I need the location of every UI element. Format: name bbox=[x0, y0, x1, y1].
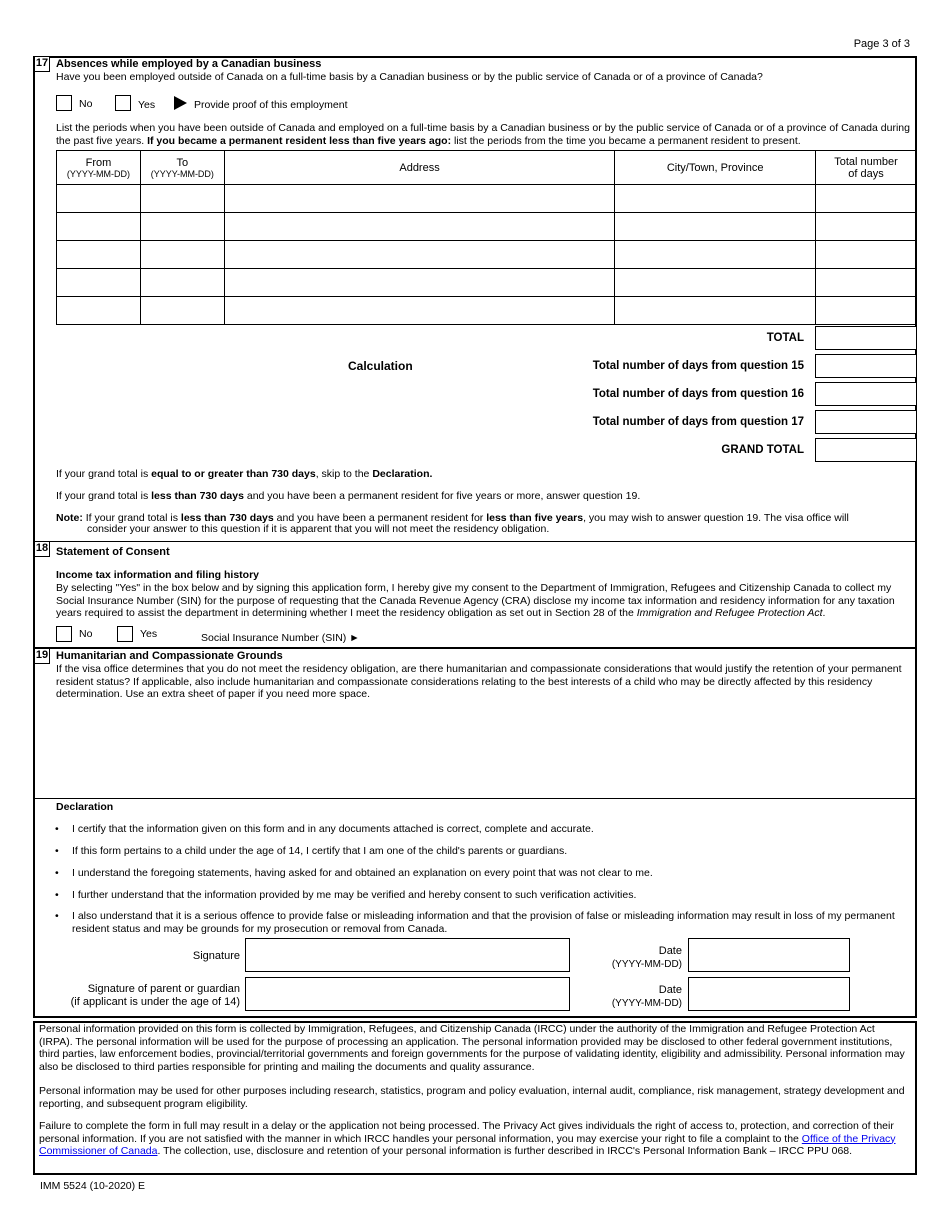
to-field[interactable] bbox=[140, 269, 224, 297]
q17-total-field[interactable] bbox=[815, 410, 917, 434]
q18-subtitle: Income tax information and filing history bbox=[56, 569, 260, 581]
bullet: • bbox=[55, 910, 59, 922]
parent-date-label: Date (YYYY-MM-DD) bbox=[611, 984, 682, 1009]
declaration-title: Declaration bbox=[56, 801, 114, 813]
address-field[interactable] bbox=[224, 213, 614, 241]
q17-instructions: List the periods when you have been outside of Canada and employed on a full-time basis by a Canadian business or by the public service of Canada or of a province of Canada during the past five years. If you became a permanent resident less than five years ago: list the periods from the time you became a permanent resident to present. bbox=[56, 122, 910, 147]
q17-proof-label: Provide proof of this employment bbox=[194, 99, 348, 111]
col-address: Address bbox=[224, 151, 614, 185]
table-row bbox=[57, 213, 917, 241]
declaration-item: I understand the foregoing statements, having asked for and obtained an explanation on every point that was not clear to me. bbox=[72, 867, 653, 879]
calculation-title: Calculation bbox=[348, 359, 413, 373]
question-18-title: Statement of Consent bbox=[56, 546, 170, 558]
grand-total-field[interactable] bbox=[815, 438, 917, 462]
form-id: IMM 5524 (10-2020) E bbox=[40, 1180, 146, 1192]
col-to: To (YYYY-MM-DD) bbox=[140, 151, 224, 185]
bullet: • bbox=[55, 823, 59, 835]
q17-yes-checkbox[interactable] bbox=[115, 95, 131, 111]
grand-total-label: GRAND TOTAL bbox=[721, 444, 804, 456]
days-field[interactable] bbox=[816, 297, 917, 325]
signature-label: Signature bbox=[192, 950, 240, 962]
divider bbox=[33, 541, 917, 542]
absences-table bbox=[56, 150, 917, 325]
q18-consent-text: By selecting "Yes" in the box below and by signing this application form, I hereby give my consent to the Department of Immigration, Refugees and Citizenship Canada to collect my Social Insurance Number (SIN) for the purpose of requesting that the Canada Revenue Agency (CRA) disclose my income tax information and residency information for any taxation years required to assist the department in determining whether I meet the residency obligation as set out in Section 28 of the Immigration and Refugee Protection Act. bbox=[56, 582, 895, 619]
q15-total-field[interactable] bbox=[815, 354, 917, 378]
bullet: • bbox=[55, 867, 59, 879]
question-19-title: Humanitarian and Compassionate Grounds bbox=[56, 650, 283, 662]
q19-text: If the visa office determines that you do not meet the residency obligation, are there humanitarian and compassionate considerations that would justify the retention of your permanent resident status? If applicable, also include humanitarian and compassionate considerations relating to the best interests of a child who may be directly affected by this residency determination. Use an extra sheet of paper if you need more space. bbox=[56, 663, 902, 700]
rule-730-less: If your grand total is less than 730 days and you have been a permanent resident for five years or more, answer question 19. bbox=[56, 490, 641, 502]
total-field[interactable] bbox=[815, 326, 917, 350]
city-field[interactable] bbox=[615, 213, 816, 241]
divider bbox=[33, 798, 917, 799]
table-row bbox=[57, 297, 917, 325]
bullet: • bbox=[55, 889, 59, 901]
date-field[interactable] bbox=[688, 938, 850, 972]
days-field[interactable] bbox=[816, 269, 917, 297]
parent-signature-label: Signature of parent or guardian (if applicant is under the age of 14) bbox=[70, 983, 240, 1008]
question-17-text: Have you been employed outside of Canada on a full-time basis by a Canadian business or by the public service of Canada or of a province of Canada? bbox=[56, 71, 763, 83]
q18-no-label: No bbox=[79, 628, 93, 640]
bullet: • bbox=[55, 845, 59, 857]
col-city: City/Town, Province bbox=[615, 151, 816, 185]
address-field[interactable] bbox=[224, 297, 614, 325]
divider bbox=[33, 647, 917, 649]
arrow-right-icon bbox=[174, 96, 187, 110]
table-row bbox=[57, 269, 917, 297]
total-label: TOTAL bbox=[766, 332, 804, 344]
address-field[interactable] bbox=[224, 185, 614, 213]
address-field[interactable] bbox=[224, 269, 614, 297]
absences-table-header bbox=[57, 151, 917, 185]
question-17-title: Absences while employed by a Canadian business bbox=[56, 58, 322, 70]
question-19-number: 19 bbox=[34, 648, 50, 664]
q16-total-label: Total number of days from question 16 bbox=[592, 388, 804, 400]
declaration-item: I also understand that it is a serious offence to provide false or misleading information and that the provision of false or misleading information may result in loss of my permanent resident status and may be grounds for my prosecution or removal from Canada. bbox=[72, 910, 895, 935]
q18-yes-checkbox[interactable] bbox=[117, 626, 133, 642]
declaration-item: I certify that the information given on this form and in any documents attached is correct, complete and accurate. bbox=[72, 823, 594, 835]
address-field[interactable] bbox=[224, 241, 614, 269]
signature-field[interactable] bbox=[245, 938, 570, 972]
days-field[interactable] bbox=[816, 213, 917, 241]
col-total-days: Total number of days bbox=[816, 151, 917, 185]
q18-yes-label: Yes bbox=[140, 628, 158, 640]
days-field[interactable] bbox=[816, 185, 917, 213]
city-field[interactable] bbox=[615, 297, 816, 325]
to-field[interactable] bbox=[140, 241, 224, 269]
date-label: Date (YYYY-MM-DD) bbox=[611, 945, 682, 970]
table-row bbox=[57, 241, 917, 269]
privacy-paragraph-3: Failure to complete the form in full may result in a delay or the application not being processed. The Privacy Act gives individuals the right of access to, protection, and correction of their personal information. If you are not satisfied with the manner in which IRCC handles your personal information, you may exercise your right to file a complaint to the Office of the Privacy Commissioner of Canada. The collection, use, disclosure and retention of your personal information is further described in IRCC's Personal Information Bank – IRCC PPU 068. bbox=[39, 1120, 896, 1157]
privacy-paragraph-2: Personal information may be used for other purposes including research, statistics, program and policy evaluation, internal audit, compliance, risk management, strategy development and reporting, and subsequent program eligibility. bbox=[39, 1085, 905, 1110]
q17-yes-label: Yes bbox=[138, 99, 156, 111]
parent-date-field[interactable] bbox=[688, 977, 850, 1011]
privacy-paragraph-1: Personal information provided on this form is collected by Immigration, Refugees, and Citizenship Canada (IRCC) under the authority of the Immigration and Refugee Protection Act (IRPA). The personal information will be used for the purpose of processing an application. The personal information provided may be disclosed to other federal government institutions, third parties, law enforcement bodies, provincial/territorial governments and foreign governments for the purpose of validating identity, eligibility and admissibility. Personal information may also be disclosed to third parties responsible for printing and mailing the documents and quality assurance. bbox=[39, 1023, 905, 1073]
to-field[interactable] bbox=[140, 213, 224, 241]
city-field[interactable] bbox=[615, 269, 816, 297]
q17-no-label: No bbox=[79, 98, 93, 110]
question-17-number: 17 bbox=[34, 56, 50, 72]
parent-signature-field[interactable] bbox=[245, 977, 570, 1011]
calculation-note-line2: consider your answer to this question if it is apparent that you will not meet the residency obligation. bbox=[87, 523, 550, 535]
q15-total-label: Total number of days from question 15 bbox=[592, 360, 804, 372]
days-field[interactable] bbox=[816, 241, 917, 269]
q17-total-label: Total number of days from question 17 bbox=[592, 416, 804, 428]
calculation-note: Note: If your grand total is less than 730 days and you have been a permanent resident for less than five years, you may wish to answer question 19. The visa office will bbox=[56, 512, 849, 524]
to-field[interactable] bbox=[140, 297, 224, 325]
col-from: From (YYYY-MM-DD) bbox=[57, 151, 141, 185]
from-field[interactable] bbox=[57, 241, 141, 269]
q18-no-checkbox[interactable] bbox=[56, 626, 72, 642]
rule-730-greater: If your grand total is equal to or greater than 730 days, skip to the Declaration. bbox=[56, 468, 433, 480]
city-field[interactable] bbox=[615, 241, 816, 269]
to-field[interactable] bbox=[140, 185, 224, 213]
from-field[interactable] bbox=[57, 213, 141, 241]
from-field[interactable] bbox=[57, 269, 141, 297]
declaration-item: I further understand that the information provided by me may be verified and hereby consent to such verification activities. bbox=[72, 889, 637, 901]
sin-label: Social Insurance Number (SIN) ► bbox=[201, 632, 360, 644]
question-18-number: 18 bbox=[34, 541, 50, 557]
page-number: Page 3 of 3 bbox=[853, 38, 910, 50]
city-field[interactable] bbox=[615, 185, 816, 213]
declaration-item: If this form pertains to a child under the age of 14, I certify that I am one of the child's parents or guardians. bbox=[72, 845, 568, 857]
q17-no-checkbox[interactable] bbox=[56, 95, 72, 111]
from-field[interactable] bbox=[57, 185, 141, 213]
q16-total-field[interactable] bbox=[815, 382, 917, 406]
table-row bbox=[57, 185, 917, 213]
privacy-commissioner-link[interactable]: Office of the Privacy Commissioner of Canada bbox=[39, 1132, 896, 1157]
from-field[interactable] bbox=[57, 297, 141, 325]
q19-answer-area[interactable] bbox=[56, 705, 912, 795]
